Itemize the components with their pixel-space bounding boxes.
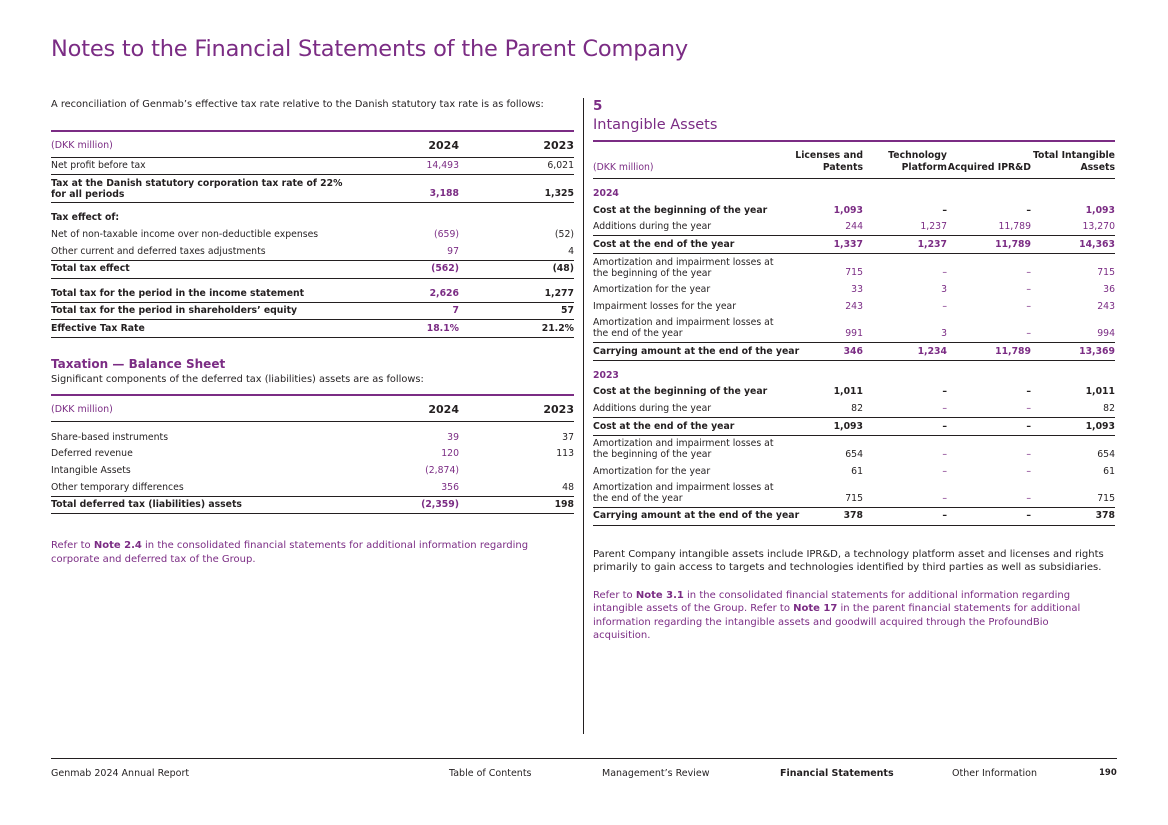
value-2023: 37 xyxy=(562,431,574,443)
value-2024: (659) xyxy=(434,229,459,241)
value-2024: 18.1% xyxy=(351,320,459,338)
value-technology: – xyxy=(942,448,947,460)
value-2023: 113 xyxy=(556,448,574,460)
value-total: 14,363 xyxy=(1031,236,1115,254)
value-2024: (2,874) xyxy=(425,464,459,476)
table-row xyxy=(593,400,1115,417)
table-row xyxy=(593,384,1115,401)
page-title: Notes to the Financial Statements of the Parent Company xyxy=(51,36,689,62)
value-iprd: – xyxy=(1026,448,1031,460)
value-total: 36 xyxy=(1103,283,1115,295)
value-total: 61 xyxy=(1103,465,1115,477)
nav-table-of-contents[interactable]: Table of Contents xyxy=(449,768,532,779)
table-row xyxy=(593,298,1115,315)
value-total: 994 xyxy=(1031,315,1115,343)
row-label: Carrying amount at the end of the year xyxy=(593,507,785,525)
value-2024: (2,359) xyxy=(351,496,459,514)
value-technology: 1,234 xyxy=(863,342,947,360)
value-licenses: 243 xyxy=(845,300,863,312)
col-licenses-patents: Licenses and Patents xyxy=(785,141,863,179)
value-technology: 3 xyxy=(941,283,947,295)
value-technology: 1,237 xyxy=(863,219,947,236)
row-label: Net profit before tax xyxy=(51,157,351,175)
value-iprd: – xyxy=(1026,386,1031,398)
row-label: Amortization and impairment losses at the end of the year xyxy=(593,315,785,343)
value-licenses: 1,093 xyxy=(785,418,863,436)
note-text: in the parent financial statements for additional information regarding the intangible assets and goodwill acquired through the ProfoundBio acquisition. xyxy=(593,603,1081,641)
row-label: Total tax for the period in shareholders’ equity xyxy=(51,302,351,320)
table-row xyxy=(51,203,574,227)
table-row xyxy=(51,479,574,496)
report-name: Genmab 2024 Annual Report xyxy=(51,768,190,779)
value-licenses: 378 xyxy=(785,507,863,525)
table-header xyxy=(593,141,1115,179)
section-title: Taxation — Balance Sheet xyxy=(51,357,226,371)
value-2024: 120 xyxy=(441,448,459,460)
value-technology: – xyxy=(863,400,947,417)
value-iprd: – xyxy=(947,507,1031,525)
row-label: Amortization and impairment losses at the beginning of the year xyxy=(593,438,774,461)
note-link[interactable]: Note 17 xyxy=(793,603,838,614)
value-technology: – xyxy=(942,267,947,279)
row-label: Cost at the end of the year xyxy=(593,418,785,436)
row-label: Net of non-taxable income over non-deductible expenses xyxy=(51,229,319,241)
row-label: Amortization for the year xyxy=(593,283,711,295)
value-total: 715 xyxy=(1097,267,1115,279)
table-row xyxy=(593,236,1115,254)
note-link[interactable]: Note 3.1 xyxy=(635,589,684,601)
value-licenses: 1,337 xyxy=(785,236,863,254)
section-subtitle: Significant components of the deferred tax (liabilities) assets are as follows: xyxy=(51,374,424,385)
value-technology: – xyxy=(942,204,947,216)
year-2024-header: 2024 xyxy=(351,131,459,157)
value-2023: (48) xyxy=(459,260,574,278)
row-label: Total tax effect xyxy=(51,260,351,278)
value-iprd: – xyxy=(1026,300,1031,312)
table-row xyxy=(593,281,1115,298)
col-total-intangible: Total Intangible Assets xyxy=(1031,141,1115,179)
table-row xyxy=(593,480,1115,508)
row-label: Other current and deferred taxes adjustments xyxy=(51,243,351,260)
row-label: Cost at the end of the year xyxy=(593,236,785,254)
value-technology: – xyxy=(942,300,947,312)
table-row xyxy=(51,462,574,479)
table-row xyxy=(51,302,574,320)
note-text: Refer to xyxy=(593,589,636,601)
value-2024: 39 xyxy=(447,431,459,443)
year-label: 2024 xyxy=(593,188,619,199)
col-acquired-iprd: Acquired IPR&D xyxy=(947,141,1031,179)
value-iprd: – xyxy=(947,480,1031,508)
note-text: in the consolidated financial statements for additional information regarding corporate and deferred tax of the Group. xyxy=(51,540,529,565)
table-row xyxy=(51,243,574,260)
row-label: Impairment losses for the year xyxy=(593,300,737,312)
row-label: Additions during the year xyxy=(593,400,785,417)
unit-label: (DKK million) xyxy=(51,131,351,157)
value-iprd: 11,789 xyxy=(947,236,1031,254)
value-2024: 7 xyxy=(351,302,459,320)
value-2023: (52) xyxy=(554,229,574,241)
value-iprd: 11,789 xyxy=(947,219,1031,236)
value-technology: – xyxy=(942,386,947,398)
nav-managements-review[interactable]: Management’s Review xyxy=(602,768,710,779)
row-label: Additions during the year xyxy=(593,219,785,236)
value-iprd: – xyxy=(947,418,1031,436)
row-label: Deferred revenue xyxy=(51,448,133,460)
tax-reconciliation-table xyxy=(51,130,574,338)
row-label: Total tax for the period in the income statement xyxy=(51,278,351,302)
value-licenses: 33 xyxy=(851,283,863,295)
value-technology: – xyxy=(863,480,947,508)
table-row xyxy=(51,429,574,446)
footer xyxy=(51,768,1117,782)
value-2024: 3,188 xyxy=(351,175,459,203)
value-licenses: 715 xyxy=(845,267,863,279)
value-total: 243 xyxy=(1097,300,1115,312)
year-heading xyxy=(593,360,1115,384)
section-number: 5 xyxy=(593,98,603,114)
value-licenses: 82 xyxy=(785,400,863,417)
value-technology: 1,237 xyxy=(863,236,947,254)
value-iprd: – xyxy=(947,315,1031,343)
value-licenses: 346 xyxy=(785,342,863,360)
table-row xyxy=(593,254,1115,282)
note-link[interactable]: Note 2.4 xyxy=(93,540,142,552)
value-2024: 356 xyxy=(351,479,459,496)
value-licenses: 61 xyxy=(851,465,863,477)
year-2023-header: 2023 xyxy=(459,395,574,421)
right-column xyxy=(593,98,1115,643)
table-row xyxy=(593,219,1115,236)
value-total: 13,369 xyxy=(1031,342,1115,360)
value-total: 82 xyxy=(1031,400,1115,417)
value-2023: 48 xyxy=(459,479,574,496)
value-2024: 2,626 xyxy=(351,278,459,302)
year-label: 2023 xyxy=(593,369,619,381)
value-technology: – xyxy=(942,465,947,477)
row-label: Intangible Assets xyxy=(51,464,131,476)
table-row xyxy=(593,315,1115,343)
left-column xyxy=(51,96,574,566)
table-row xyxy=(51,260,574,278)
table-row xyxy=(593,342,1115,360)
row-label: Amortization and impairment losses at the end of the year xyxy=(593,480,785,508)
row-label: Tax effect of: xyxy=(51,212,120,224)
table-row xyxy=(51,446,574,463)
table-row xyxy=(593,463,1115,480)
table-row xyxy=(593,202,1115,219)
row-label: Carrying amount at the end of the year xyxy=(593,342,785,360)
value-2024: 14,493 xyxy=(351,157,459,175)
value-technology: 3 xyxy=(863,315,947,343)
row-label: Cost at the beginning of the year xyxy=(593,386,768,398)
unit-label: (DKK million) xyxy=(593,141,785,179)
unit-label: (DKK million) xyxy=(51,395,351,421)
value-2023: 21.2% xyxy=(459,320,574,338)
value-total: 378 xyxy=(1031,507,1115,525)
value-total: 715 xyxy=(1031,480,1115,508)
table-row xyxy=(593,418,1115,436)
value-technology: – xyxy=(863,507,947,525)
value-2023: 6,021 xyxy=(459,157,574,175)
value-total: 1,093 xyxy=(1085,204,1115,216)
deferred-tax-table xyxy=(51,394,574,514)
value-2023: 1,277 xyxy=(459,278,574,302)
year-2024-header: 2024 xyxy=(351,395,459,421)
row-label: Tax at the Danish statutory corporation tax rate of 22% for all periods xyxy=(51,175,351,203)
table-header xyxy=(51,131,574,157)
row-label: Effective Tax Rate xyxy=(51,320,351,338)
row-label: Amortization for the year xyxy=(593,465,711,477)
column-divider xyxy=(583,98,584,734)
table-row xyxy=(51,157,574,175)
value-iprd: 11,789 xyxy=(947,342,1031,360)
row-label: Other temporary differences xyxy=(51,479,351,496)
value-iprd: – xyxy=(1026,267,1031,279)
value-total: 1,011 xyxy=(1085,386,1115,398)
value-2023 xyxy=(459,462,574,479)
value-iprd: – xyxy=(947,400,1031,417)
note-text: in the consolidated financial statements for additional information regarding intangible assets of the Group. Refer to xyxy=(593,589,1071,614)
value-2024: (562) xyxy=(351,260,459,278)
value-licenses: 244 xyxy=(785,219,863,236)
table-row xyxy=(51,175,574,203)
section-title: Intangible Assets xyxy=(593,117,718,133)
row-label: Cost at the beginning of the year xyxy=(593,204,768,216)
value-licenses: 1,093 xyxy=(833,204,863,216)
value-total: 1,093 xyxy=(1031,418,1115,436)
value-licenses: 715 xyxy=(785,480,863,508)
intangible-assets-table xyxy=(593,140,1115,526)
table-row xyxy=(51,278,574,302)
note-reference xyxy=(51,539,561,566)
intangible-body-text: Parent Company intangible assets include IPR&D, a technology platform asset and licenses and rights primarily to gain access to targets and technologies identified by third parties as well as subsidiaries. xyxy=(593,548,1104,573)
footer-rule xyxy=(51,758,1117,759)
table-row xyxy=(51,496,574,514)
value-licenses: 1,011 xyxy=(833,386,863,398)
value-2024: 97 xyxy=(351,243,459,260)
value-2023: 4 xyxy=(459,243,574,260)
value-total: 654 xyxy=(1097,448,1115,460)
tax-recon-intro: A reconciliation of Genmab’s effective tax rate relative to the Danish statutory tax rate is as follows: xyxy=(51,99,544,110)
value-iprd: – xyxy=(1026,283,1031,295)
page-number: 190 xyxy=(1099,768,1117,778)
value-iprd: – xyxy=(1026,204,1031,216)
year-heading xyxy=(593,179,1115,203)
year-2023-header: 2023 xyxy=(459,131,574,157)
value-2023: 198 xyxy=(459,496,574,514)
value-technology: – xyxy=(863,418,947,436)
row-label: Share-based instruments xyxy=(51,431,169,443)
value-2023: 57 xyxy=(459,302,574,320)
table-row xyxy=(51,320,574,338)
value-licenses: 654 xyxy=(845,448,863,460)
value-2023: 1,325 xyxy=(459,175,574,203)
note-text: Refer to xyxy=(51,540,94,552)
col-technology-platform: Technology Platform xyxy=(863,141,947,179)
nav-other-information[interactable]: Other Information xyxy=(952,768,1037,779)
nav-financial-statements[interactable]: Financial Statements xyxy=(780,768,894,779)
value-licenses: 991 xyxy=(785,315,863,343)
table-row xyxy=(51,226,574,243)
note-reference xyxy=(593,589,1098,643)
row-label: Total deferred tax (liabilities) assets xyxy=(51,496,351,514)
value-total: 13,270 xyxy=(1031,219,1115,236)
table-header xyxy=(51,395,574,421)
row-label: Amortization and impairment losses at the beginning of the year xyxy=(593,256,774,279)
table-row xyxy=(593,507,1115,525)
table-row xyxy=(593,435,1115,463)
value-iprd: – xyxy=(1026,465,1031,477)
